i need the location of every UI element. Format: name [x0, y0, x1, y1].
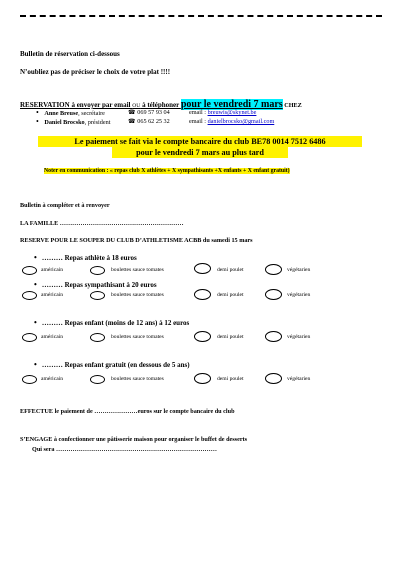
intro-line-2: N’oubliez pas de préciser le choix de votre plat !!!! [20, 68, 171, 76]
option-label: boulettes sauce tomates [111, 376, 164, 382]
meal-enfant-gratuit-line [34, 360, 190, 369]
reserve-line: RESERVE POUR LE SOUPER DU CLUB D’ATHLETISME ACBB du samedi 15 mars [20, 237, 253, 244]
contact-name: Daniel Brocsko [44, 119, 85, 126]
option-label: végétarien [287, 376, 311, 382]
contact-role: , secrétaire [78, 110, 105, 117]
option-label: végétarien [287, 334, 311, 340]
contact-email-link[interactable]: danielbrocsko@gmail.com [207, 118, 275, 125]
payment-line-2: pour le vendredi 7 mars au plus tard [112, 147, 288, 158]
option-checkbox[interactable] [265, 264, 282, 275]
meal-label: ……… Repas enfant gratuit (en dessous de 5 ans) [41, 361, 190, 369]
option-checkbox[interactable] [90, 291, 105, 300]
option-label: américain [41, 376, 64, 382]
option-checkbox[interactable] [90, 333, 105, 342]
payment-line-1: Le paiement se fait via le compte bancaire du club BE78 0014 7512 6486 [38, 136, 362, 147]
payment-block [38, 136, 362, 158]
option-label: américain [41, 334, 64, 340]
option-checkbox[interactable] [265, 373, 282, 384]
option-label: demi poulet [217, 334, 244, 340]
option-label: demi poulet [217, 376, 244, 382]
meal-label: ……… Repas athlète à 18 euros [41, 254, 137, 262]
contact-email-link[interactable]: breuwis@skynet.be [207, 109, 257, 116]
option-checkbox[interactable] [194, 289, 211, 300]
contact-role: , président [84, 119, 111, 126]
meal-label: ……… Repas sympathisant à 20 euros [41, 281, 157, 289]
reservation-deadline: pour le vendredi 7 mars [180, 99, 283, 110]
reservation-phone-text: à téléphoner [140, 101, 181, 109]
meal-sympathisant-line [34, 280, 157, 289]
form-title: Bulletin à compléter et à renvoyer [20, 202, 110, 209]
qui-sera-line: Qui sera …………………………………………………………………… [32, 446, 217, 453]
option-checkbox[interactable] [265, 331, 282, 342]
bullet-icon: • [34, 253, 37, 262]
option-label: boulettes sauce tomates [111, 334, 164, 340]
contact-email-row [189, 118, 274, 125]
option-label: américain [41, 292, 64, 298]
reservation-chez: CHEZ [282, 102, 302, 109]
famille-line: LA FAMILLE …………………………………………………… [20, 220, 184, 227]
meal-athlete-line [34, 253, 137, 262]
effectue-keyword: EFFECTUE [20, 408, 54, 415]
option-checkbox[interactable] [194, 263, 211, 274]
engage-line [20, 436, 247, 443]
contact-phone: ☎ 065 62 25 32 [128, 118, 170, 125]
option-checkbox[interactable] [22, 333, 37, 342]
contact-name: Anne Breuse [44, 110, 79, 117]
contact-row [36, 117, 110, 126]
engage-text: à confectionner une pâtisserie maison pour organiser le buffet de desserts [52, 436, 248, 443]
option-checkbox[interactable] [90, 266, 105, 275]
effectue-line [20, 408, 235, 415]
meal-label: ……… Repas enfant (moins de 12 ans) à 12 euros [41, 319, 190, 327]
contact-phone: ☎ 069 57 93 04 [128, 109, 170, 116]
option-checkbox[interactable] [265, 289, 282, 300]
reservation-ou: OU [132, 103, 141, 109]
bullet-icon: • [34, 280, 37, 289]
engage-keyword: S’ENGAGE [20, 436, 53, 443]
intro-line-1: Bulletin de réservation ci-dessous [20, 50, 120, 58]
option-label: demi poulet [217, 292, 244, 298]
option-label: boulettes sauce tomates [111, 267, 164, 273]
option-checkbox[interactable] [194, 331, 211, 342]
contact-row [36, 108, 105, 117]
option-checkbox[interactable] [90, 375, 105, 384]
meal-enfant-line [34, 318, 189, 327]
option-checkbox[interactable] [22, 375, 37, 384]
bullet-icon: • [34, 360, 37, 369]
option-label: végétarien [287, 267, 311, 273]
bullet-icon: • [36, 108, 39, 117]
option-label: américain [41, 267, 64, 273]
option-label: demi poulet [217, 267, 244, 273]
option-checkbox[interactable] [194, 373, 211, 384]
option-label: boulettes sauce tomates [111, 292, 164, 298]
contact-email-label: email : [189, 109, 208, 116]
option-checkbox[interactable] [22, 291, 37, 300]
option-checkbox[interactable] [22, 266, 37, 275]
bullet-icon: • [34, 318, 37, 327]
contact-email-row [189, 109, 256, 116]
communication-note: Noter en communication : « repas club X athlètes + X sympathisants +X enfants + X enfant gratuit) [44, 168, 290, 174]
contact-email-label: email : [189, 118, 208, 125]
bullet-icon: • [36, 117, 39, 126]
reservation-email-text: à envoyer par email [69, 101, 133, 109]
top-dashed-rule [20, 15, 382, 17]
option-label: végétarien [287, 292, 311, 298]
effectue-text: le paiement de …………………euros sur le compte bancaire du club [53, 408, 235, 415]
reservation-label: RESERVATION [20, 101, 70, 109]
